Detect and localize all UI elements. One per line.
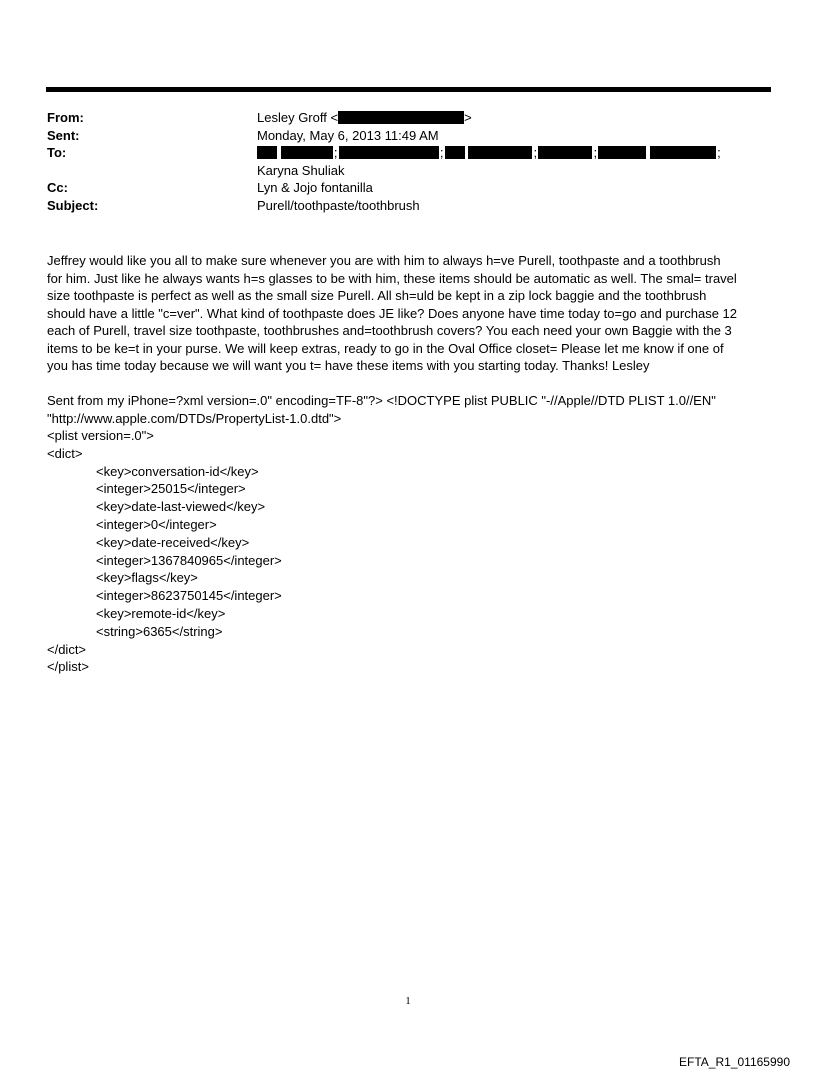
dict-item: <integer>0</integer> xyxy=(96,516,217,532)
to-value xyxy=(257,144,767,179)
redaction-box xyxy=(538,146,592,159)
from-label: From: xyxy=(47,110,84,125)
sent-from-line: Sent from my iPhone=?xml version=.0" encoding=TF-8"?> <!DOCTYPE plist PUBLIC "-//Apple//DTD PLIST 1.0//EN" xyxy=(47,393,716,408)
redaction-box xyxy=(468,146,532,159)
redaction-box xyxy=(445,146,465,159)
to-separator: ; xyxy=(593,145,598,160)
to-redacted-recipients xyxy=(257,144,767,162)
cc-row xyxy=(47,179,767,197)
body-line: items to be ke=t in your purse. We will keep extras, ready to go in the Oval Office closet= Please let me know if one of xyxy=(47,340,724,356)
redaction-box xyxy=(338,111,464,124)
sent-label: Sent: xyxy=(47,127,80,143)
to-label: To: xyxy=(47,145,67,160)
body-line: should have a little "c=ver". What kind of toothpaste does JE like? Does anyone have time today to=go and purchase 12 xyxy=(47,305,737,321)
header-rule xyxy=(46,87,771,92)
page-number: 1 xyxy=(405,995,411,1007)
dict-close: </dict> xyxy=(47,641,87,657)
email-header xyxy=(47,109,767,214)
body-line: you has time today because we will want you t= have these items with you starting today. Thanks! Lesley xyxy=(47,358,650,373)
dict-item: <integer>1367840965</integer> xyxy=(96,552,282,568)
redaction-box xyxy=(650,146,716,159)
dict-item: <key>remote-id</key> xyxy=(96,605,226,621)
email-body xyxy=(47,252,772,676)
plist-close: </plist> xyxy=(47,659,89,675)
redaction-box xyxy=(598,146,646,159)
dict-open: <dict> xyxy=(47,445,83,461)
body-line: Jeffrey would like you all to make sure whenever you are with him to always h=ve Purell, toothpaste and a toothbrush xyxy=(47,253,721,268)
dict-item: <integer>8623750145</integer> xyxy=(96,588,282,604)
subject-value: Purell/toothpaste/toothbrush xyxy=(257,197,420,213)
plist-open: <plist version=.0"> xyxy=(47,428,154,443)
dict-item: <key>date-received</key> xyxy=(96,534,250,550)
redaction-box xyxy=(339,146,439,159)
paragraph-gap xyxy=(47,375,772,393)
from-row xyxy=(47,109,767,127)
to-row xyxy=(47,144,767,179)
sent-value: Monday, May 6, 2013 11:49 AM xyxy=(257,127,439,143)
to-separator: ; xyxy=(333,145,338,160)
subject-label: Subject: xyxy=(47,197,99,213)
sent-from-line: "http://www.apple.com/DTDs/PropertyList-1.0.dtd"> xyxy=(47,410,342,426)
redaction-box xyxy=(281,146,333,159)
body-line: size toothpaste is perfect as well as the small size Purell. All sh=uld be kept in a zip lock baggie and the toothbrush xyxy=(47,288,707,303)
sent-row xyxy=(47,127,767,145)
document-id: EFTA_R1_01165990 xyxy=(679,1055,790,1069)
redaction-box xyxy=(257,146,277,159)
to-name: Karyna Shuliak xyxy=(257,162,345,178)
to-separator: ; xyxy=(533,145,538,160)
subject-row xyxy=(47,197,767,215)
to-separator: ; xyxy=(439,145,444,160)
cc-value: Lyn & Jojo fontanilla xyxy=(257,180,373,195)
cc-label: Cc: xyxy=(47,180,68,195)
dict-item: <key>date-last-viewed</key> xyxy=(96,499,266,515)
from-value xyxy=(257,109,767,127)
dict-item: <key>conversation-id</key> xyxy=(96,463,259,479)
to-separator: ; xyxy=(717,145,721,160)
body-line: for him. Just like he always wants h=s glasses to be with him, these items should be automatic as well. The smal= travel xyxy=(47,270,737,286)
from-close: > xyxy=(464,110,472,125)
body-line: each of Purell, travel size toothpaste, toothbrushes and=toothbrush covers? You each need your own Baggie with the 3 xyxy=(47,323,732,338)
dict-item: <key>flags</key> xyxy=(96,570,198,586)
dict-item: <integer>25015</integer> xyxy=(96,481,246,497)
from-name: Lesley Groff < xyxy=(257,110,339,125)
dict-item: <string>6365</string> xyxy=(96,623,223,639)
